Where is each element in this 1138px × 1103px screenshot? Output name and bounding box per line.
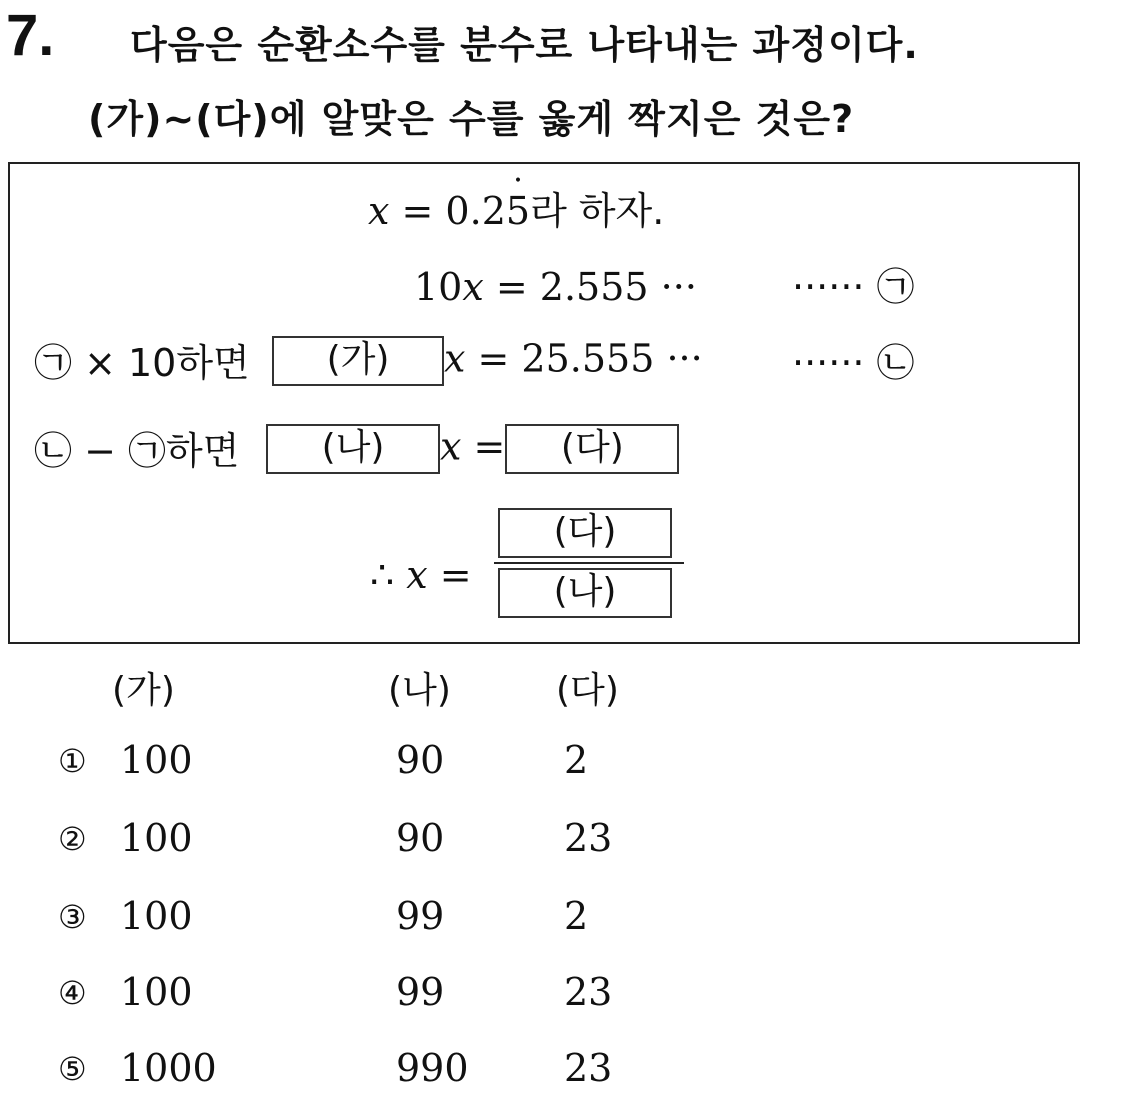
variable-x: x <box>368 189 390 233</box>
equals-sign: = <box>427 553 472 597</box>
question-text-line1: 다음은 순환소수를 분수로 나타내는 과정이다. <box>130 23 919 67</box>
option-number: ③ <box>58 898 87 936</box>
fraction-bar <box>494 562 684 564</box>
step-label-1: ㉠ × 10하면 <box>34 341 250 385</box>
equation-tag-2: ······ ㉡ <box>792 341 915 385</box>
step-label-2: ㉡ − ㉠하면 <box>34 429 240 473</box>
option-na: 990 <box>396 1046 469 1090</box>
blank-da: (다) <box>505 424 679 474</box>
box-line-equation-2 <box>272 336 703 386</box>
question-number: 7. <box>6 3 55 68</box>
equals-sign: = <box>461 424 506 469</box>
option-na: 90 <box>396 816 445 860</box>
option-number: ② <box>58 820 87 858</box>
box-line-definition <box>368 189 665 233</box>
box-line-equation-3 <box>266 424 679 474</box>
option-number: ④ <box>58 974 87 1012</box>
option-da: 23 <box>564 1046 613 1090</box>
option-ga: 100 <box>120 894 193 938</box>
equation-tag-1: ······ ㉠ <box>792 265 915 309</box>
option-number: ① <box>58 742 87 780</box>
fraction-denominator: (나) <box>498 568 672 618</box>
box-line-conclusion <box>370 553 472 597</box>
variable-x: x <box>444 336 466 381</box>
blank-ga: (가) <box>272 336 444 386</box>
option-number: ⑤ <box>58 1050 87 1088</box>
option-na: 99 <box>396 894 445 938</box>
option-ga: 100 <box>120 738 193 782</box>
option-da: 23 <box>564 816 613 860</box>
variable-x: x <box>440 424 462 469</box>
fraction-numerator: (다) <box>498 508 672 558</box>
option-na: 90 <box>396 738 445 782</box>
therefore-sign: ∴ <box>370 553 407 597</box>
question-text-line2: (가)~(다)에 알맞은 수를 옳게 짝지은 것은? <box>88 97 855 141</box>
variable-x: x <box>406 553 428 597</box>
option-da: 23 <box>564 970 613 1014</box>
header-na: (나) <box>388 670 451 711</box>
option-ga: 100 <box>120 970 193 1014</box>
header-da: (다) <box>556 670 619 711</box>
coefficient: 10 <box>414 265 463 309</box>
option-da: 2 <box>564 894 589 938</box>
option-na: 99 <box>396 970 445 1014</box>
option-da: 2 <box>564 738 589 782</box>
option-ga: 100 <box>120 816 193 860</box>
blank-na: (나) <box>266 424 440 474</box>
equation-rhs: = 2.555 ··· <box>483 265 697 309</box>
box-line-equation-1 <box>414 265 697 309</box>
solution-box <box>8 162 1080 644</box>
definition-text: 라 하자. <box>530 189 665 233</box>
equation-rhs: = 25.555 ··· <box>465 336 703 381</box>
variable-x: x <box>462 265 484 309</box>
fraction <box>498 508 688 618</box>
repeating-digit: • 5 <box>506 192 530 230</box>
header-ga: (가) <box>112 670 175 711</box>
option-ga: 1000 <box>120 1046 217 1090</box>
decimal-value: = 0.2 <box>389 189 506 233</box>
